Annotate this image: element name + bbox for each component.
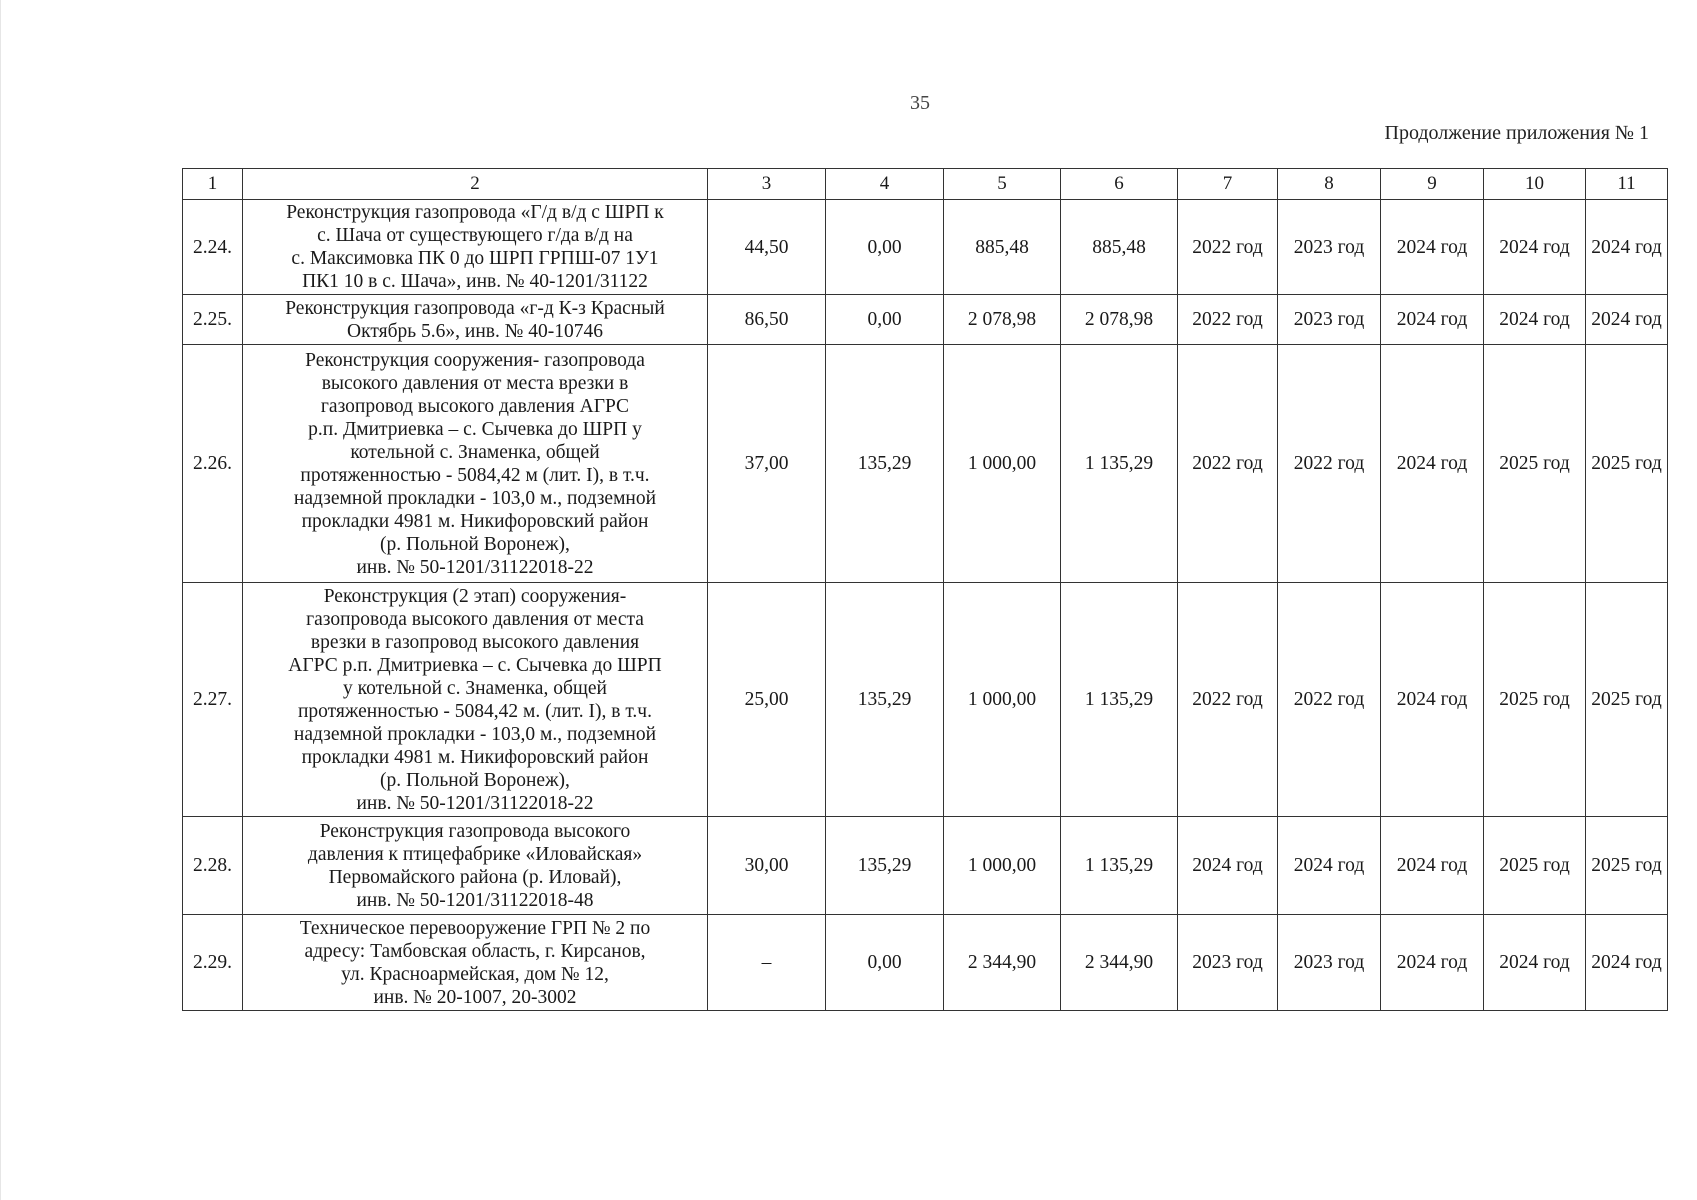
description-line: ПК1 10 в с. Шача», инв. № 40-1201/31122: [302, 271, 648, 292]
cell-c3: 86,50: [708, 295, 826, 345]
cell-c11: 2024 год: [1586, 200, 1668, 295]
cell-c7: 2022 год: [1178, 583, 1278, 817]
cell-c4: 0,00: [826, 295, 944, 345]
description-line: инв. № 20-1007, 20-3002: [373, 986, 577, 1008]
cell-c10: 2024 год: [1484, 915, 1586, 1011]
cell-c8: 2024 год: [1278, 817, 1381, 915]
cell-c11: 2025 год: [1586, 345, 1668, 583]
description-line: врезки в газопровод высокого давления: [310, 631, 640, 653]
cell-num: 2.27.: [183, 583, 243, 817]
cell-c11: 2024 год: [1586, 915, 1668, 1011]
cell-c4: 135,29: [826, 345, 944, 583]
cell-c3: 37,00: [708, 345, 826, 583]
description-line: надземной прокладки - 103,0 м., подземной: [293, 487, 657, 509]
description-line: Первомайского района (р. Иловай),: [328, 866, 622, 888]
description-line: у котельной с. Знаменка, общей: [343, 677, 607, 699]
cell-c4: 0,00: [826, 200, 944, 295]
cell-description: [243, 200, 708, 295]
cell-c5: 1 000,00: [944, 817, 1061, 915]
description-line: газопровода высокого давления от места: [306, 608, 644, 630]
cell-c9: 2024 год: [1381, 817, 1484, 915]
description-line: (р. Польной Воронеж),: [380, 769, 570, 791]
cell-description: [243, 817, 708, 915]
description-line: инв. № 50-1201/31122018-48: [356, 889, 594, 911]
cell-c4: 135,29: [826, 583, 944, 817]
description-line: АГРС р.п. Дмитриевка – с. Сычевка до ШРП: [288, 654, 662, 676]
cell-c11: 2025 год: [1586, 583, 1668, 817]
cell-c7: 2022 год: [1178, 200, 1278, 295]
description-line: с. Максимовка ПК 0 до ШРП ГРПШ-07 1У1: [291, 248, 659, 269]
table-row: [183, 915, 1668, 1011]
cell-num: 2.24.: [183, 200, 243, 295]
cell-c10: 2025 год: [1484, 345, 1586, 583]
description-line: инв. № 50-1201/31122018-22: [356, 792, 594, 814]
table-row: [183, 817, 1668, 915]
header-cell: 8: [1278, 169, 1381, 200]
header-cell: 11: [1586, 169, 1668, 200]
table-row: [183, 200, 1668, 295]
table-body: [183, 169, 1668, 1011]
header-cell: 10: [1484, 169, 1586, 200]
header-cell: 2: [243, 169, 708, 200]
appendix-label: Продолжение приложения № 1: [1384, 122, 1649, 144]
description-line: прокладки 4981 м. Никифоровский район: [301, 510, 649, 532]
description-line: протяженностью - 5084,42 м. (лит. I), в т.ч.: [297, 700, 652, 722]
description-line: протяженностью - 5084,42 м (лит. I), в т.ч.: [300, 464, 650, 486]
cell-c8: 2022 год: [1278, 345, 1381, 583]
description-line: ул. Красноармейская, дом № 12,: [341, 963, 609, 985]
header-cell: 5: [944, 169, 1061, 200]
table-row: [183, 295, 1668, 345]
cell-description: [243, 915, 708, 1011]
description-line: (р. Польной Воронеж),: [380, 533, 570, 555]
cell-c10: 2024 год: [1484, 295, 1586, 345]
cell-c6: 2 078,98: [1061, 295, 1178, 345]
cell-c3: 30,00: [708, 817, 826, 915]
cell-c6: 885,48: [1061, 200, 1178, 295]
cell-c9: 2024 год: [1381, 915, 1484, 1011]
cell-c9: 2024 год: [1381, 200, 1484, 295]
cell-c8: 2023 год: [1278, 200, 1381, 295]
cell-c5: 2 344,90: [944, 915, 1061, 1011]
cell-num: 2.28.: [183, 817, 243, 915]
cell-c5: 885,48: [944, 200, 1061, 295]
header-cell: 3: [708, 169, 826, 200]
cell-c5: 1 000,00: [944, 345, 1061, 583]
description-line: инв. № 50-1201/31122018-22: [356, 556, 594, 578]
cell-c6: 1 135,29: [1061, 817, 1178, 915]
cell-num: 2.25.: [183, 295, 243, 345]
description-line: давления к птицефабрике «Иловайская»: [307, 843, 643, 865]
table-row: [183, 345, 1668, 583]
description-line: Реконструкция сооружения- газопровода: [305, 349, 645, 371]
cell-c10: 2025 год: [1484, 583, 1586, 817]
description-line: газопровод высокого давления АГРС: [320, 395, 630, 417]
scan-edge: [0, 0, 1, 1200]
description-line: с. Шача от существующего г/да в/д на: [317, 225, 633, 246]
cell-c3: 44,50: [708, 200, 826, 295]
table-row: [183, 583, 1668, 817]
description-line: надземной прокладки - 103,0 м., подземной: [293, 723, 657, 745]
cell-c10: 2025 год: [1484, 817, 1586, 915]
cell-c4: 0,00: [826, 915, 944, 1011]
cell-num: 2.29.: [183, 915, 243, 1011]
cell-c6: 1 135,29: [1061, 583, 1178, 817]
cell-c7: 2023 год: [1178, 915, 1278, 1011]
description-line: Техническое перевооружение ГРП № 2 по: [299, 917, 651, 939]
cell-c10: 2024 год: [1484, 200, 1586, 295]
header-cell: 7: [1178, 169, 1278, 200]
header-cell: 6: [1061, 169, 1178, 200]
header-row: [183, 169, 1668, 200]
cell-c9: 2024 год: [1381, 583, 1484, 817]
cell-c5: 2 078,98: [944, 295, 1061, 345]
cell-c9: 2024 год: [1381, 295, 1484, 345]
description-line: адресу: Тамбовская область, г. Кирсанов,: [304, 940, 646, 962]
description-line: высокого давления от места врезки в: [321, 372, 629, 394]
cell-c3: 25,00: [708, 583, 826, 817]
cell-c4: 135,29: [826, 817, 944, 915]
cell-c3: –: [708, 915, 826, 1011]
description-line: Реконструкция газопровода высокого: [319, 820, 631, 842]
page-number: 35: [910, 92, 930, 114]
description-line: Реконструкция газопровода «г-д К-з Красный: [285, 297, 665, 319]
cell-c8: 2023 год: [1278, 295, 1381, 345]
cell-c6: 2 344,90: [1061, 915, 1178, 1011]
cell-c7: 2022 год: [1178, 295, 1278, 345]
description-line: Октябрь 5.6», инв. № 40-10746: [347, 320, 603, 342]
cell-c9: 2024 год: [1381, 345, 1484, 583]
description-line: Реконструкция (2 этап) сооружения-: [323, 585, 627, 607]
cell-c11: 2025 год: [1586, 817, 1668, 915]
cell-c6: 1 135,29: [1061, 345, 1178, 583]
cell-description: [243, 295, 708, 345]
header-cell: 9: [1381, 169, 1484, 200]
cell-c7: 2022 год: [1178, 345, 1278, 583]
cell-description: [243, 583, 708, 817]
description-line: прокладки 4981 м. Никифоровский район: [301, 746, 649, 768]
header-cell: 1: [183, 169, 243, 200]
header-cell: 4: [826, 169, 944, 200]
description-line: р.п. Дмитриевка – с. Сычевка до ШРП у: [308, 418, 642, 440]
cell-c8: 2023 год: [1278, 915, 1381, 1011]
cell-c8: 2022 год: [1278, 583, 1381, 817]
cell-description: [243, 345, 708, 583]
cell-c5: 1 000,00: [944, 583, 1061, 817]
description-line: котельной с. Знаменка, общей: [350, 441, 600, 463]
cell-c7: 2024 год: [1178, 817, 1278, 915]
description-line: Реконструкция газопровода «Г/д в/д с ШРП к: [286, 202, 664, 223]
cell-c11: 2024 год: [1586, 295, 1668, 345]
cell-num: 2.26.: [183, 345, 243, 583]
data-table: [182, 168, 1668, 1011]
